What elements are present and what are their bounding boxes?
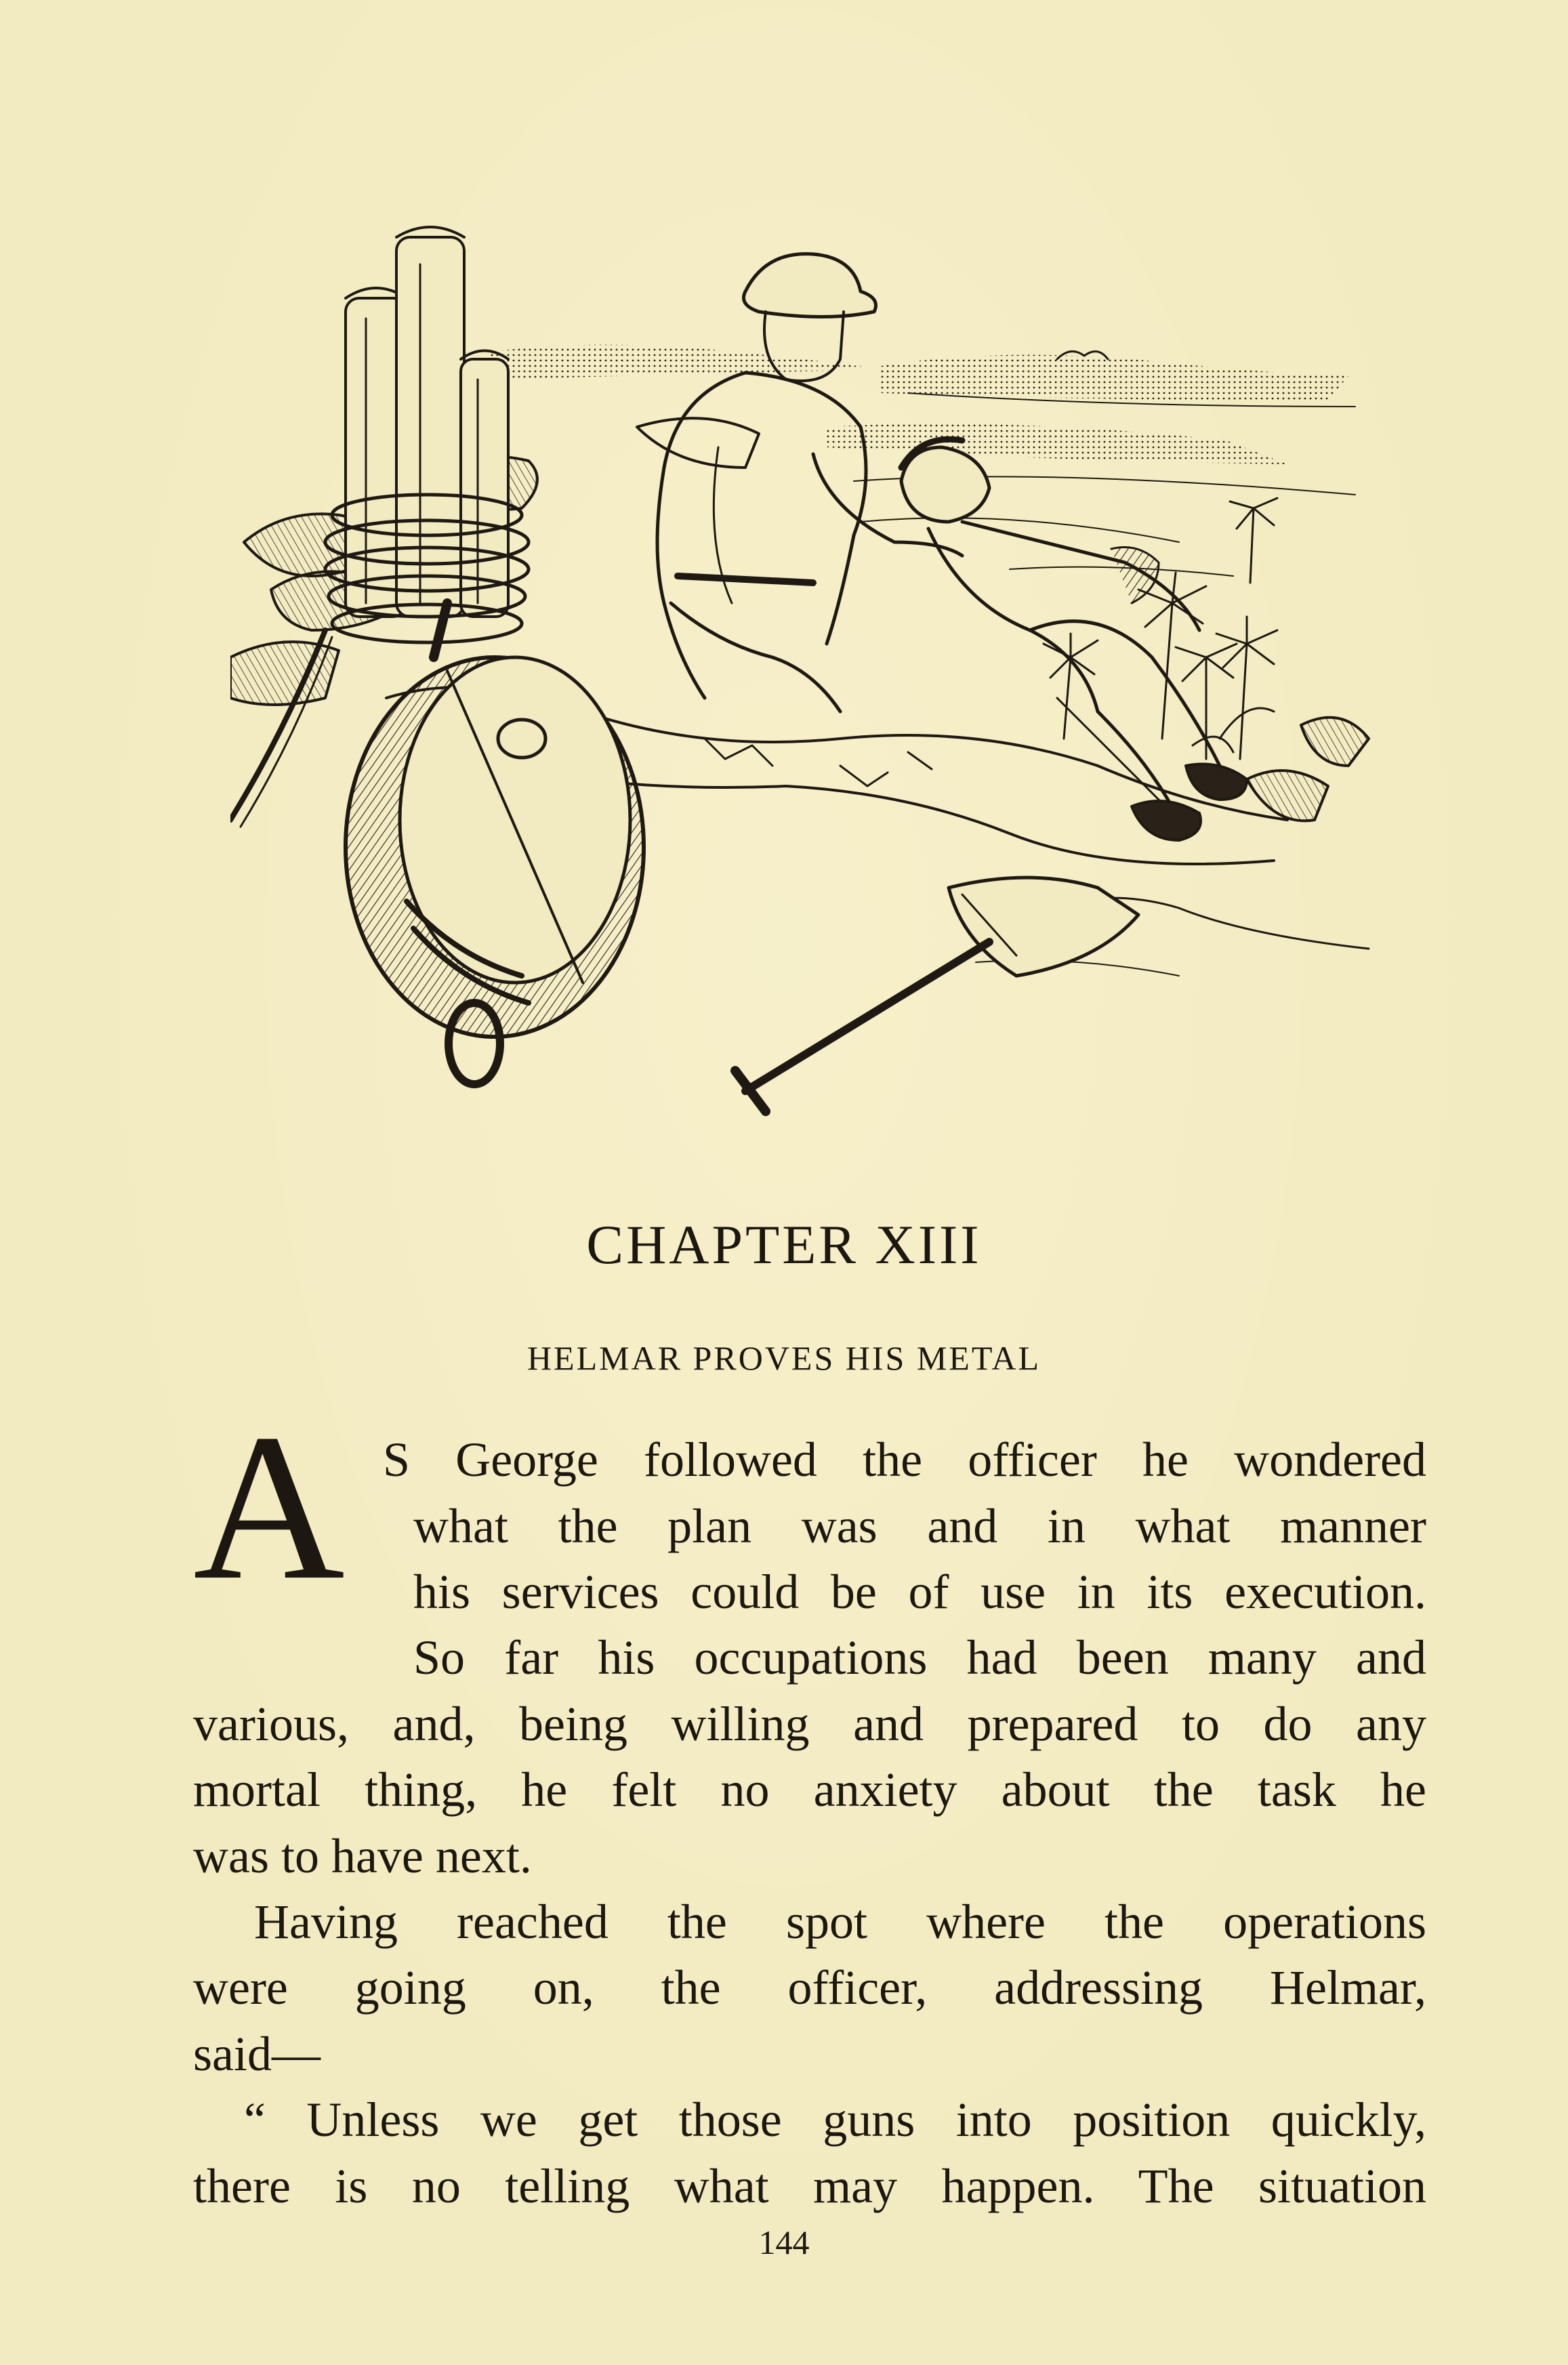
chapter-subtitle: HELMAR PROVES HIS METAL [527, 1339, 1041, 1377]
page-number: 144 [758, 2223, 810, 2261]
chapter-title: CHAPTER XIII [586, 1214, 982, 1275]
body-line-2: what the plan was and in what manner [413, 1499, 1426, 1553]
body-line-9: were going on, the officer, addressing Helmar, [193, 1960, 1426, 2015]
body-line-5: various, and, being willing and prepared to do any [193, 1697, 1426, 1751]
body-line-12: there is no telling what may happen. The situation [193, 2159, 1426, 2213]
body-line-1: S George followed the officer he wondered [383, 1433, 1426, 1487]
body-line-10: said— [193, 2027, 321, 2081]
body-line-7: was to have next. [193, 1829, 532, 1883]
body-line-11: “ Unless we get those guns into position quickly, [244, 2093, 1426, 2147]
body-line-3: his services could be of use in its execution. [413, 1565, 1426, 1619]
drop-cap: A [193, 1391, 345, 1624]
body-line-8: Having reached the spot where the operations [254, 1895, 1426, 1949]
body-line-4: So far his occupations had been many and [413, 1630, 1426, 1685]
body-line-6: mortal thing, he felt no anxiety about the task he [193, 1763, 1426, 1817]
engraving-soldiers-illustration [230, 224, 1437, 1125]
